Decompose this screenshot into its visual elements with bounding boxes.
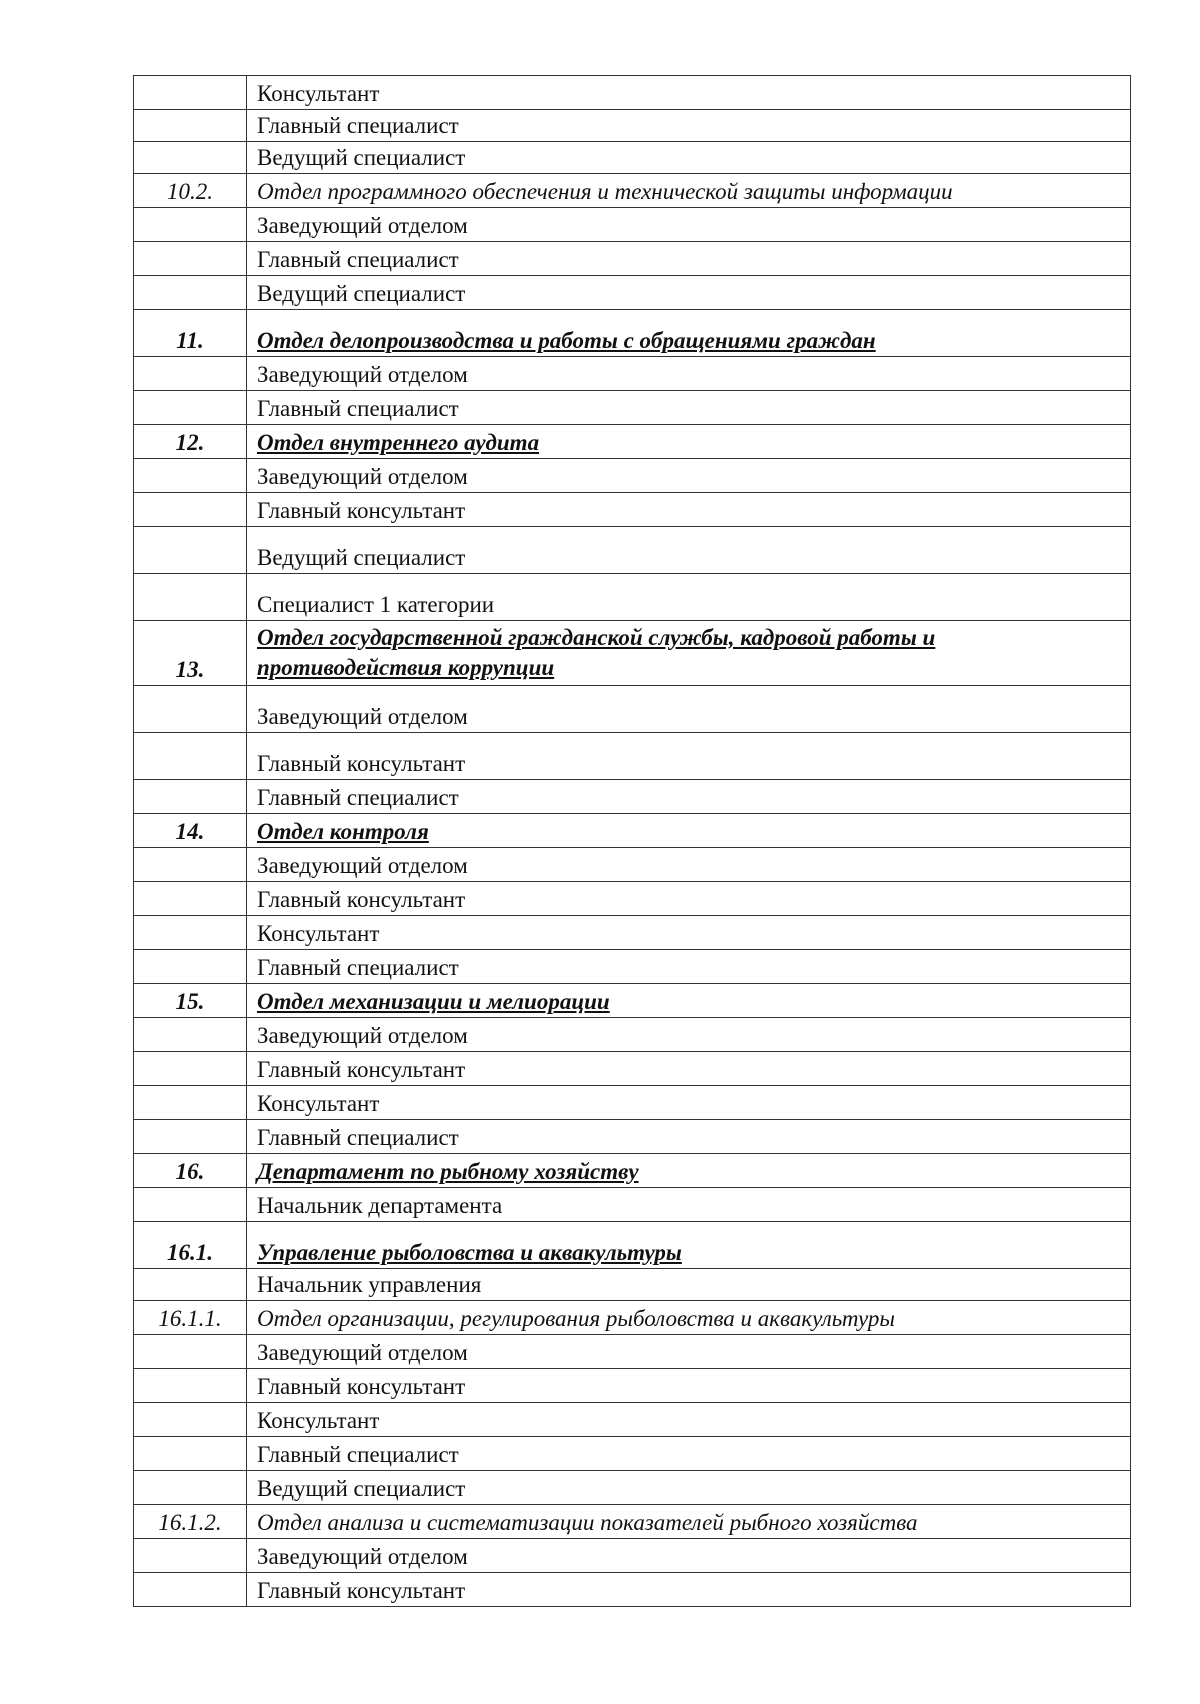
row-title-text: Ведущий специалист (257, 545, 466, 570)
row-title (247, 1335, 1131, 1369)
row-title-text: Отдел внутреннего аудита (257, 430, 540, 455)
position-row (134, 1573, 1131, 1607)
position-row (134, 493, 1131, 527)
row-number (134, 1052, 247, 1086)
row-title (247, 984, 1131, 1018)
row-number (134, 574, 247, 621)
row-title-text: Главный специалист (257, 247, 459, 272)
position-row (134, 1086, 1131, 1120)
position-row (134, 780, 1131, 814)
position-row (134, 1539, 1131, 1573)
row-title-text: Главный консультант (257, 1057, 466, 1082)
row-title-text: Главный специалист (257, 955, 459, 980)
row-number (134, 357, 247, 391)
row-title (247, 1573, 1131, 1607)
row-title (247, 814, 1131, 848)
row-number: 12. (134, 425, 247, 459)
position-row (134, 1471, 1131, 1505)
row-title-text: Главный специалист (257, 1125, 459, 1150)
department-row (134, 1154, 1131, 1188)
row-number (134, 1369, 247, 1403)
row-number: 16.1. (134, 1222, 247, 1269)
row-title-text: Заведующий отделом (257, 464, 468, 489)
row-title (247, 1188, 1131, 1222)
row-title-text: Консультант (257, 921, 380, 946)
row-number: 16. (134, 1154, 247, 1188)
row-number (134, 208, 247, 242)
row-title (247, 1539, 1131, 1573)
row-title-text: Заведующий отделом (257, 213, 468, 238)
row-title-text: Заведующий отделом (257, 362, 468, 387)
row-title (247, 1505, 1131, 1539)
row-number (134, 848, 247, 882)
row-title (247, 425, 1131, 459)
row-number (134, 142, 247, 174)
position-row (134, 1120, 1131, 1154)
row-number (134, 1086, 247, 1120)
row-title-text: Отдел организации, регулирования рыболовства и аквакультуры (257, 1306, 895, 1331)
position-row (134, 950, 1131, 984)
row-title (247, 527, 1131, 574)
row-title (247, 621, 1131, 686)
position-row (134, 733, 1131, 780)
row-title-text: Заведующий отделом (257, 1023, 468, 1048)
row-title-text: Управление рыболовства и аквакультуры (257, 1240, 682, 1265)
row-title (247, 459, 1131, 493)
row-title (247, 574, 1131, 621)
row-title (247, 1018, 1131, 1052)
row-title-text: Главный специалист (257, 113, 459, 138)
row-title-text: Заведующий отделом (257, 1544, 468, 1569)
row-title (247, 1086, 1131, 1120)
row-title-text: Ведущий специалист (257, 145, 466, 170)
position-row (134, 357, 1131, 391)
row-title (247, 1403, 1131, 1437)
position-row (134, 459, 1131, 493)
position-row (134, 1269, 1131, 1301)
position-row (134, 1437, 1131, 1471)
row-number (134, 1403, 247, 1437)
row-number (134, 459, 247, 493)
department-row (134, 1222, 1131, 1269)
row-title (247, 950, 1131, 984)
row-number (134, 391, 247, 425)
position-row (134, 242, 1131, 276)
row-title (247, 1471, 1131, 1505)
table-body (134, 76, 1131, 1607)
row-title (247, 242, 1131, 276)
position-row (134, 1018, 1131, 1052)
subdivision-row (134, 174, 1131, 208)
row-title (247, 1301, 1131, 1335)
row-number (134, 1269, 247, 1301)
position-row (134, 110, 1131, 142)
position-row (134, 1335, 1131, 1369)
row-title-text: Начальник управления (257, 1272, 482, 1297)
row-title-text: Начальник департамента (257, 1193, 503, 1218)
department-row (134, 814, 1131, 848)
subdivision-row (134, 1301, 1131, 1335)
row-number (134, 780, 247, 814)
row-title-text: Отдел государственной гражданской службы, кадровой работы и противодействия коррупции (257, 625, 936, 680)
row-title (247, 848, 1131, 882)
row-number (134, 882, 247, 916)
row-title-text: Главный специалист (257, 785, 459, 810)
row-number (134, 493, 247, 527)
position-row (134, 848, 1131, 882)
row-number (134, 76, 247, 110)
row-title-text: Главный специалист (257, 396, 459, 421)
row-title-text: Консультант (257, 1408, 380, 1433)
row-number (134, 1335, 247, 1369)
staff-structure-table (133, 75, 1131, 1607)
row-number (134, 1471, 247, 1505)
position-row (134, 76, 1131, 110)
row-title (247, 310, 1131, 357)
row-title (247, 882, 1131, 916)
row-title-text: Заведующий отделом (257, 853, 468, 878)
position-row (134, 527, 1131, 574)
row-title (247, 1120, 1131, 1154)
position-row (134, 208, 1131, 242)
row-title-text: Отдел программного обеспечения и технической защиты информации (257, 179, 953, 204)
position-row (134, 1403, 1131, 1437)
row-title-text: Консультант (257, 1091, 380, 1116)
subdivision-row (134, 1505, 1131, 1539)
row-number (134, 1018, 247, 1052)
row-title-text: Заведующий отделом (257, 704, 468, 729)
row-number (134, 1188, 247, 1222)
row-title (247, 1154, 1131, 1188)
row-title (247, 1222, 1131, 1269)
department-row (134, 310, 1131, 357)
position-row (134, 276, 1131, 310)
row-number: 13. (134, 621, 247, 686)
row-number (134, 1573, 247, 1607)
row-title (247, 110, 1131, 142)
department-row (134, 425, 1131, 459)
row-number (134, 1539, 247, 1573)
row-title (247, 391, 1131, 425)
row-number: 15. (134, 984, 247, 1018)
row-title (247, 1052, 1131, 1086)
row-title (247, 493, 1131, 527)
position-row (134, 686, 1131, 733)
row-number (134, 733, 247, 780)
row-title-text: Главный консультант (257, 1374, 466, 1399)
row-number (134, 1120, 247, 1154)
row-title-text: Отдел анализа и систематизации показателей рыбного хозяйства (257, 1510, 918, 1535)
row-title-text: Консультант (257, 81, 380, 106)
position-row (134, 916, 1131, 950)
row-number (134, 1437, 247, 1471)
position-row (134, 574, 1131, 621)
department-row (134, 621, 1131, 686)
row-number (134, 242, 247, 276)
row-number (134, 686, 247, 733)
position-row (134, 1052, 1131, 1086)
row-title-text: Главный консультант (257, 751, 466, 776)
row-number (134, 110, 247, 142)
position-row (134, 1369, 1131, 1403)
row-number: 11. (134, 310, 247, 357)
row-title (247, 1269, 1131, 1301)
row-title-text: Отдел контроля (257, 819, 429, 844)
row-title-text: Отдел механизации и мелиорации (257, 989, 610, 1014)
row-title-text: Ведущий специалист (257, 1476, 466, 1501)
row-title (247, 174, 1131, 208)
row-title-text: Главный консультант (257, 887, 466, 912)
row-title (247, 1437, 1131, 1471)
row-title (247, 76, 1131, 110)
row-number: 14. (134, 814, 247, 848)
position-row (134, 882, 1131, 916)
position-row (134, 391, 1131, 425)
row-title (247, 357, 1131, 391)
position-row (134, 142, 1131, 174)
position-row (134, 1188, 1131, 1222)
row-title (247, 142, 1131, 174)
row-title (247, 208, 1131, 242)
row-title-text: Главный консультант (257, 1578, 466, 1603)
row-number: 16.1.2. (134, 1505, 247, 1539)
row-number (134, 527, 247, 574)
row-title (247, 686, 1131, 733)
row-number: 16.1.1. (134, 1301, 247, 1335)
row-title-text: Заведующий отделом (257, 1340, 468, 1365)
row-title-text: Специалист 1 категории (257, 592, 495, 617)
row-title (247, 1369, 1131, 1403)
row-title-text: Главный консультант (257, 498, 466, 523)
row-title-text: Главный специалист (257, 1442, 459, 1467)
row-number (134, 950, 247, 984)
row-number (134, 916, 247, 950)
department-row (134, 984, 1131, 1018)
row-title (247, 780, 1131, 814)
row-title-text: Отдел делопроизводства и работы с обращениями граждан (257, 328, 876, 353)
row-title-text: Ведущий специалист (257, 281, 466, 306)
row-number (134, 276, 247, 310)
row-title (247, 276, 1131, 310)
row-title-text: Департамент по рыбному хозяйству (257, 1159, 639, 1184)
row-title (247, 916, 1131, 950)
row-number: 10.2. (134, 174, 247, 208)
row-title (247, 733, 1131, 780)
